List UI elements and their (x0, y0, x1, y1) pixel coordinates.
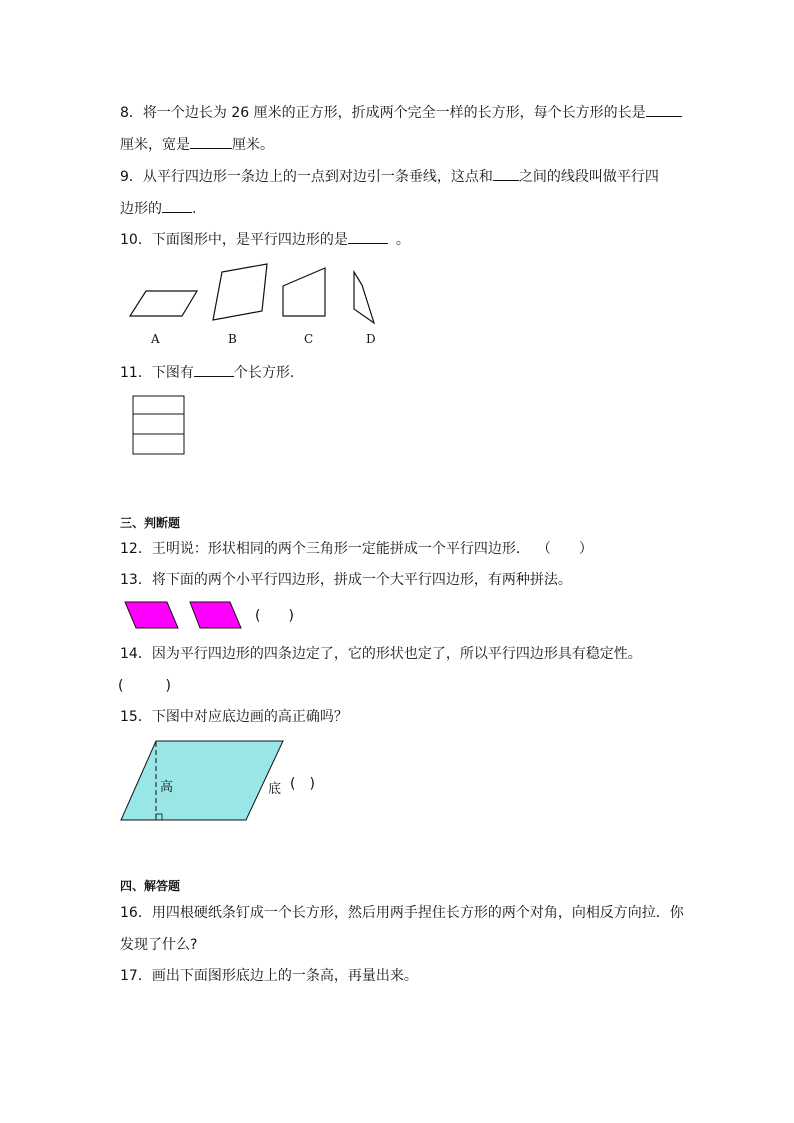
q10-shape-c (283, 268, 325, 316)
q9-text: 9．从平行四边形一条边上的一点到对边引一条垂线，这点和 (120, 169, 493, 185)
q12-answer-paren[interactable]: （ ） (543, 541, 593, 557)
q10-label-c: C (304, 332, 314, 346)
q16-line2: 发现了什么? (120, 937, 198, 953)
q8-text: 8．将一个边长为 26 厘米的正方形，折成两个完全一样的长方形，每个长方形的长是 (120, 105, 646, 121)
section-3-title: 三、判断题 (120, 516, 181, 530)
q11-text-2: 个长方形. (233, 365, 295, 381)
q8-text-2: 厘米，宽是 (120, 137, 190, 153)
q10-label-b: B (228, 332, 237, 346)
q9-text-2: 之间的线段叫做平行四 (518, 169, 659, 185)
q13-parallelogram-2 (190, 602, 241, 628)
q14-text: 14．因为平行四边形的四条边定了，它的形状也定了，所以平行四边形具有稳定性。 (120, 646, 642, 662)
section-4-title: 四、解答题 (120, 879, 181, 893)
q14-answer-paren[interactable]: ( ) (118, 678, 171, 694)
q15-base-label: 底 (268, 782, 282, 797)
q15-answer-paren[interactable]: ( ) (290, 776, 315, 792)
q17-text: 17．画出下面图形底边上的一条高，再量出来。 (120, 968, 418, 984)
q15-text: 15．下图中对应底边画的高正确吗？ (120, 709, 348, 725)
q15-height-label: 高 (160, 780, 174, 795)
q10-shape-a (130, 291, 197, 316)
q9-text-3: 边形的 (120, 201, 162, 217)
q10-label-d: D (366, 332, 376, 346)
q10-shape-b (213, 264, 267, 320)
q10-label-a: A (151, 332, 160, 346)
q11-text: 11．下图有 (120, 365, 194, 381)
q11-outer-rect (133, 396, 184, 454)
q10-end: 。 (395, 232, 410, 248)
q11-blank[interactable] (194, 362, 234, 377)
q9-text-4: . (192, 201, 197, 217)
q12-text: 12．王明说：形状相同的两个三角形一定能拼成一个平行四边形． (120, 541, 530, 557)
q13-parallelogram-1 (125, 602, 178, 628)
q16-line1: 16．用四根硬纸条钉成一个长方形，然后用两手捏住长方形的两个对角，向相反方向拉．你 (120, 905, 684, 921)
q12-line (120, 539, 593, 559)
q10-text: 10．下面图形中，是平行四边形的是 (120, 232, 348, 248)
q13-answer-paren[interactable]: ( ) (255, 608, 294, 624)
q8-text-3: 厘米。 (232, 137, 274, 153)
q15-parallelogram (121, 741, 283, 820)
q13-text: 13．将下面的两个小平行四边形，拼成一个大平行四边形，有两种拼法。 (120, 572, 572, 588)
q11-line (120, 362, 294, 383)
q10-shape-d (354, 272, 374, 323)
